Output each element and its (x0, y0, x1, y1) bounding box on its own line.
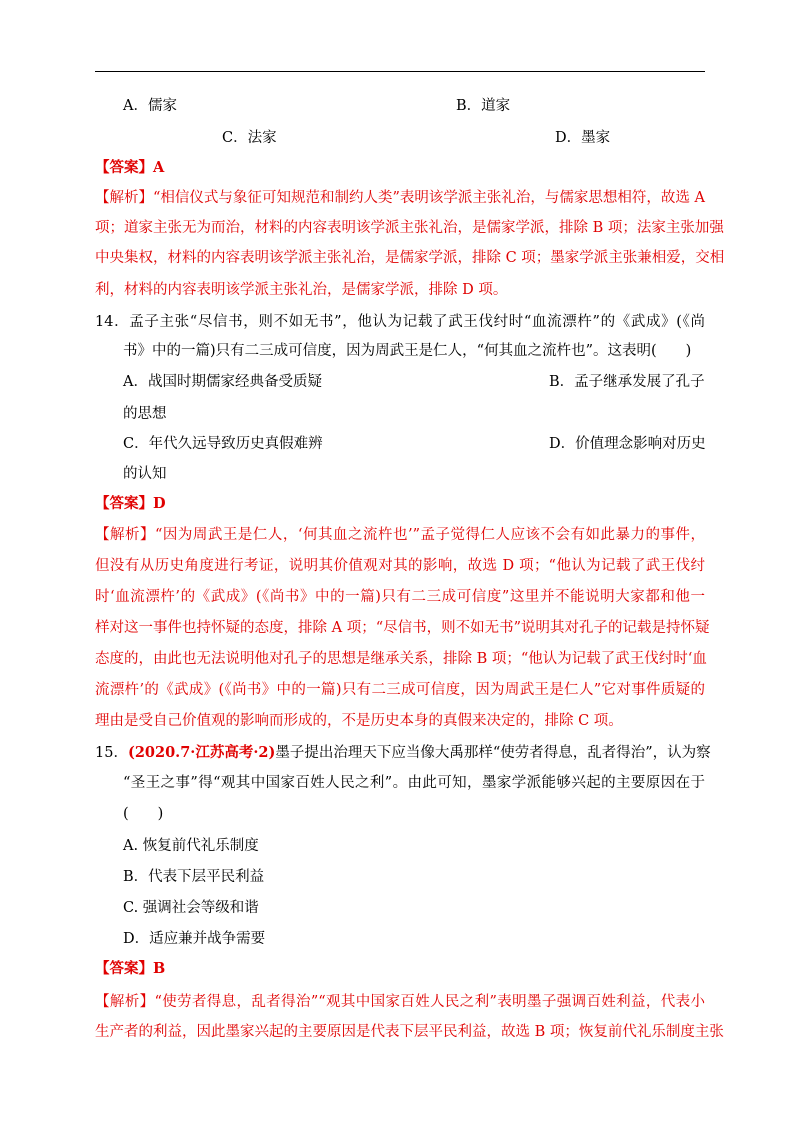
q13-option-b: B．道家 (456, 98, 511, 114)
q15-source: (2020.7·江苏高考·2) (127, 744, 276, 761)
q15-option-b: B．代表下层平民利益 (123, 869, 265, 885)
q14-analysis-line: 但没有从历史角度进行考证，说明其价值观对其的影响，故选 D 项；“他认为记载了武王伐纣 (95, 558, 705, 574)
q15-stem-text: 墨子提出治理天下应当像大禹那样“使劳者得息，乱者得治”，认为察 (275, 745, 711, 761)
q15-analysis-line: 生产者的利益，因此墨家兴起的主要原因是代表下层平民利益，故选 B 项；恢复前代礼乐制度主张 (95, 1024, 724, 1040)
q14-option-c: C．年代久远导致历史真假难辨 (123, 436, 323, 452)
q15-stem-line: “圣王之事”得“观其中国家百姓人民之利”。由此可知，墨家学派能够兴起的主要原因在于 (123, 775, 705, 791)
q15-number: 15． (95, 745, 128, 761)
q14-answer: 【答案】D (95, 495, 166, 512)
q14-analysis-line: 流漂杵’的《武成》(《尚书》中的一篇)只有二三成可信度，因为周武王是仁人”它对事件质疑的 (95, 682, 705, 698)
header-rule (95, 71, 705, 72)
q13-analysis-line: 【解析】“相信仪式与象征可知规范和制约人类”表明该学派主张礼治，与儒家思想相符，故选 A (95, 190, 705, 206)
q13-option-a: A．儒家 (123, 98, 177, 114)
q14-analysis-line: 【解析】“因为周武王是仁人，‘何其血之流杵也’”孟子觉得仁人应该不会有如此暴力的事件， (95, 527, 705, 543)
q15-answer: 【答案】B (95, 960, 166, 977)
q13-answer: 【答案】A (95, 159, 165, 176)
q13-analysis-line: 项；道家主张无为而治，材料的内容表明该学派主张礼治，是儒家学派，排除 B 项；法家主张加强 (95, 220, 724, 236)
q15-analysis-line: 【解析】“使劳者得息，乱者得治”“观其中国家百姓人民之利”表明墨子强调百姓利益，代表小 (95, 994, 705, 1010)
q13-analysis-line: 利，材料的内容表明该学派主张礼治，是儒家学派，排除 D 项。 (95, 282, 508, 298)
q15-option-d: D．适应兼并战争需要 (123, 931, 266, 947)
q15-stem-first-line (95, 743, 711, 763)
q13-option-d: D．墨家 (555, 130, 611, 146)
q14-analysis-line: 样对这一事件也持怀疑的态度，排除 A 项；“尽信书，则不如无书”说明其对孔子的记载是持怀疑 (95, 620, 710, 636)
q14-analysis-line: 理由是受自己价值观的影响而形成的，不是历史本身的真假来决定的，排除 C 项。 (95, 713, 623, 729)
q14-option-d-cont: 的认知 (123, 466, 167, 482)
q15-option-a: A. 恢复前代礼乐制度 (123, 838, 259, 854)
q14-stem-line: 书》中的一篇)只有二三成可信度，因为周武王是仁人，“何其血之流杵也”。这表明( ) (123, 343, 692, 359)
q14-option-b-cont: 的思想 (123, 406, 167, 422)
q14-analysis-line: 时‘血流漂杵’的《武成》(《尚书》中的一篇)只有二三成可信度”这里并不能说明大家都和他一 (95, 589, 705, 605)
q14-analysis-line: 态度的，由此也无法说明他对孔子的思想是继承关系，排除 B 项；“他认为记载了武王伐纣时‘血 (95, 651, 707, 667)
q14-option-b: B．孟子继承发展了孔子 (549, 374, 705, 390)
q13-option-c: C．法家 (222, 130, 277, 146)
q15-stem-line: ( ) (123, 806, 164, 822)
q15-option-c: C. 强调社会等级和谐 (123, 900, 259, 916)
q14-option-a: A．战国时期儒家经典备受质疑 (123, 374, 322, 390)
q13-analysis-line: 中央集权，材料的内容表明该学派主张礼治，是儒家学派，排除 C 项；墨家学派主张兼相爱，交相 (95, 250, 725, 266)
q14-option-d: D．价值理念影响对历史 (549, 436, 706, 452)
q14-stem-line: 14．孟子主张“尽信书，则不如无书”，他认为记载了武王伐纣时“血流漂杵”的《武成》(《尚 (95, 314, 705, 330)
